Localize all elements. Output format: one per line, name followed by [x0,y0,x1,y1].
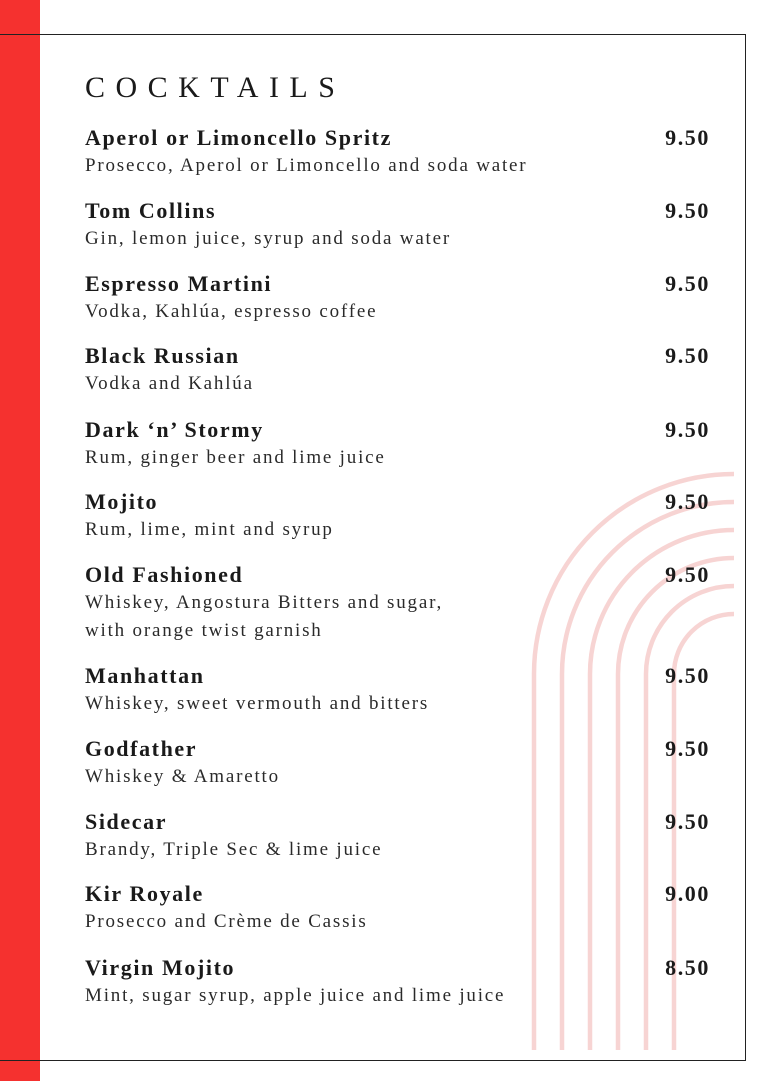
menu-item [85,808,710,864]
menu-item [85,416,710,472]
item-price: 9.50 [665,198,710,223]
item-price: 9.00 [665,881,710,906]
item-name: Aperol or Limoncello Spritz [85,125,392,150]
item-name: Godfather [85,736,198,761]
item-description: Prosecco, Aperol or Limoncello and soda water [85,155,528,176]
item-description: Prosecco and Crème de Cassis [85,911,368,932]
item-price: 9.50 [665,271,710,296]
menu-item [85,197,710,253]
item-name: Espresso Martini [85,271,273,296]
item-name: Old Fashioned [85,562,244,587]
item-price: 9.50 [665,809,710,834]
menu-item [85,342,710,398]
item-price: 9.50 [665,125,710,150]
item-description: Rum, ginger beer and lime juice [85,447,386,468]
item-price: 9.50 [665,562,710,587]
item-price: 9.50 [665,663,710,688]
item-name: Dark ‘n’ Stormy [85,417,264,442]
menu-item [85,880,710,936]
item-description: Vodka and Kahlúa [85,373,254,394]
item-price: 8.50 [665,955,710,980]
menu-item [85,954,710,1010]
item-price: 9.50 [665,489,710,514]
item-description: Whiskey, Angostura Bitters and sugar, [85,592,444,613]
item-name: Black Russian [85,343,240,368]
item-description: Gin, lemon juice, syrup and soda water [85,228,451,249]
item-price: 9.50 [665,736,710,761]
item-name: Mojito [85,489,159,514]
menu-title: COCKTAILS [85,71,346,104]
item-name: Manhattan [85,663,205,688]
item-price: 9.50 [665,417,710,442]
menu-item [85,735,710,791]
menu-item [85,488,710,544]
menu-item [85,662,710,718]
item-name: Tom Collins [85,198,217,223]
item-description-line-2: with orange twist garnish [85,620,323,641]
item-description: Vodka, Kahlúa, espresso coffee [85,301,378,322]
menu-item [85,270,710,326]
item-name: Kir Royale [85,881,204,906]
item-price: 9.50 [665,343,710,368]
item-description: Brandy, Triple Sec & lime juice [85,839,383,860]
item-description: Whiskey & Amaretto [85,766,280,787]
item-name: Virgin Mojito [85,955,236,980]
menu-item [85,561,710,645]
menu-item [85,124,710,180]
item-description: Mint, sugar syrup, apple juice and lime juice [85,985,506,1006]
item-description: Rum, lime, mint and syrup [85,519,334,540]
item-name: Sidecar [85,809,168,834]
item-description: Whiskey, sweet vermouth and bitters [85,693,430,714]
